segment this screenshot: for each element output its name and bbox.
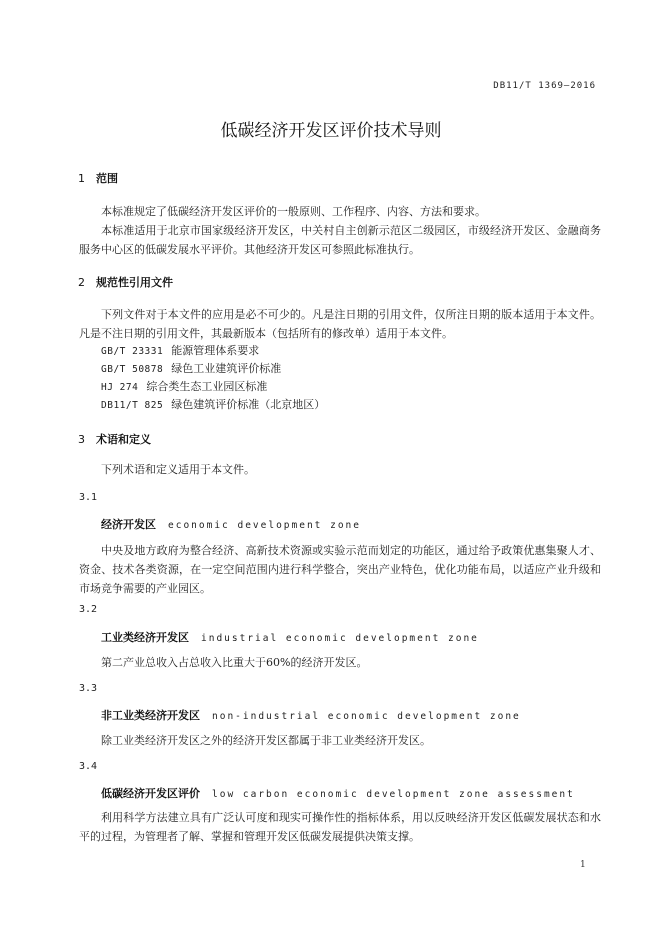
term-heading xyxy=(101,707,521,723)
reference-code: GB/T 50878 xyxy=(101,364,164,375)
section-title: 术语和定义 xyxy=(96,433,151,446)
term-english: economic development zone xyxy=(168,520,361,531)
reference-code: GB/T 23331 xyxy=(101,346,164,357)
paragraph: 本标准适用于北京市国家级经济开发区，中关村自主创新示范区二级园区，市级经济开发区、金融商务服务中心区的低碳发展水平评价。其他经济开发区可参照此标准执行。 xyxy=(79,224,601,256)
reference-title: 综合类生态工业园区标准 xyxy=(146,380,268,393)
term-definition: 第二产业总收入占总收入比重大于60%的经济开发区。 xyxy=(101,656,368,669)
term-number: 3.1 xyxy=(79,492,98,503)
term-number: 3.3 xyxy=(79,683,98,694)
term-definition: 除工业类经济开发区之外的经济开发区都属于非工业类经济开发区。 xyxy=(101,734,431,747)
paragraph: 下列文件对于本文件的应用是必不可少的。凡是注日期的引用文件，仅所注日期的版本适用于本文件。凡是不注日期的引用文件，其最新版本（包括所有的修改单）适用于本文件。 xyxy=(79,308,601,340)
reference-item xyxy=(101,359,281,379)
term-definition: 中央及地方政府为整合经济、高新技术资源或实验示范而划定的功能区，通过给予政策优惠集聚人才、资金、技术各类资源，在一定空间范围内进行科学整合，突出产业特色，优化功能布局，以适应产业升级和市场竞争需要的产业园区。 xyxy=(79,544,601,595)
term-english: low carbon economic development zone assessment xyxy=(212,789,575,800)
page-number: 1 xyxy=(580,860,586,870)
term-number: 3.2 xyxy=(79,604,98,615)
term-english: non-industrial economic development zone xyxy=(212,711,521,722)
reference-item xyxy=(101,377,267,397)
term-number: 3.4 xyxy=(79,761,98,772)
reference-item xyxy=(101,395,325,415)
section-number: 3 xyxy=(78,433,85,446)
term-name: 工业类经济开发区 xyxy=(101,631,189,644)
reference-title: 绿色建筑评价标准（北京地区） xyxy=(171,398,326,411)
standard-code: DB11/T 1369—2016 xyxy=(493,81,596,91)
section-2-heading xyxy=(78,274,173,290)
section-3-heading xyxy=(78,431,151,447)
reference-code: DB11/T 825 xyxy=(101,400,164,411)
reference-title: 能源管理体系要求 xyxy=(171,344,260,357)
term-definition: 利用科学方法建立具有广泛认可度和现实可操作性的指标体系，用以反映经济开发区低碳发展状态和水平的过程，为管理者了解、掌握和管理开发区低碳发展提供决策支撑。 xyxy=(79,811,601,843)
section-number: 2 xyxy=(78,276,85,289)
term-heading xyxy=(101,629,479,645)
section-title: 规范性引用文件 xyxy=(96,276,173,289)
reference-code: HJ 274 xyxy=(101,382,139,393)
term-name: 低碳经济开发区评价 xyxy=(101,787,200,800)
term-heading xyxy=(101,516,361,532)
section-1-heading xyxy=(78,170,118,186)
document-title: 低碳经济开发区评价技术导则 xyxy=(220,121,442,141)
term-name: 经济开发区 xyxy=(101,518,156,531)
section-title: 范围 xyxy=(96,172,118,185)
paragraph: 本标准规定了低碳经济开发区评价的一般原则、工作程序、内容、方法和要求。 xyxy=(101,205,486,218)
reference-title: 绿色工业建筑评价标准 xyxy=(171,362,282,375)
reference-item xyxy=(101,341,259,361)
section-number: 1 xyxy=(78,172,85,185)
term-heading xyxy=(101,785,575,801)
paragraph: 下列术语和定义适用于本文件。 xyxy=(101,463,255,476)
term-name: 非工业类经济开发区 xyxy=(101,709,200,722)
term-english: industrial economic development zone xyxy=(201,633,479,644)
